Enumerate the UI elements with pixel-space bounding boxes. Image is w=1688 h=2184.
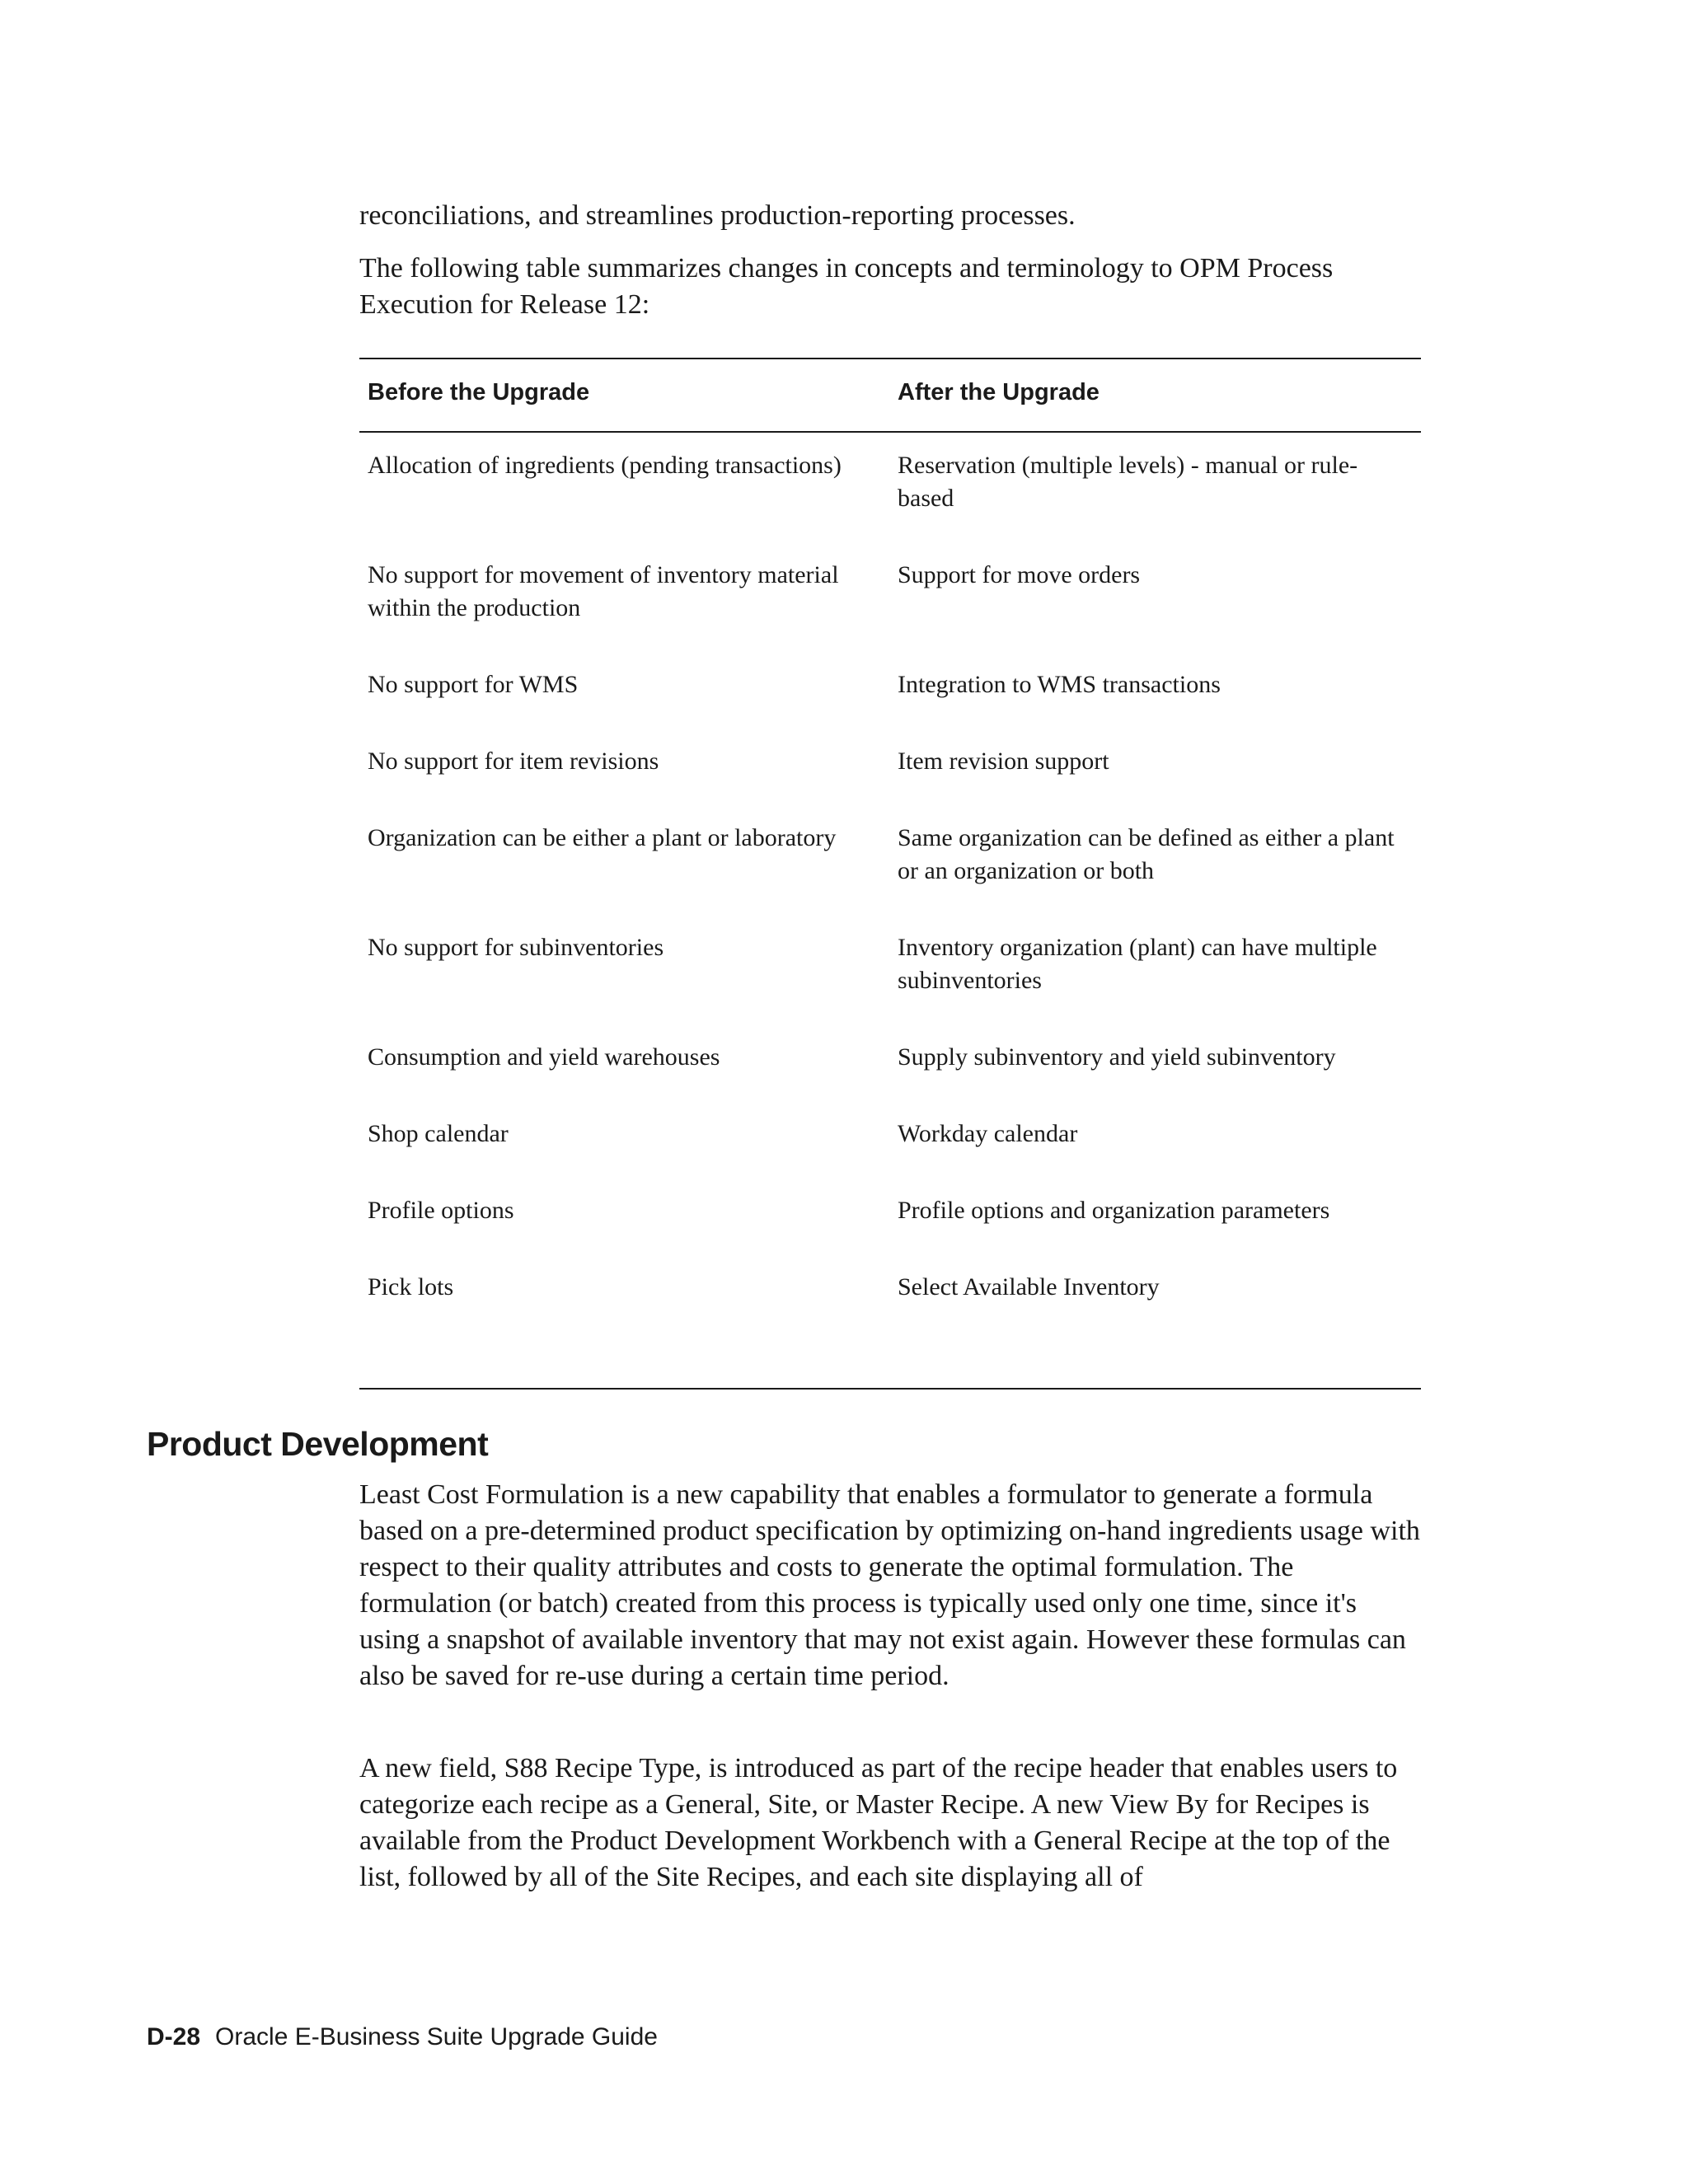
table-row <box>359 931 1421 1041</box>
section-heading: Product Development <box>147 1425 489 1463</box>
intro-paragraph-2: The following table summarizes changes in concepts and terminology to OPM Process Execution for Release 12: <box>359 253 1334 320</box>
footer-title: Oracle E-Business Suite Upgrade Guide <box>215 2023 658 2050</box>
cell-after: Supply subinventory and yield subinventory <box>898 1043 1336 1071</box>
cell-before: No support for item revisions <box>368 748 659 775</box>
cell-after: Support for move orders <box>898 561 1141 588</box>
footer-page-number: D-28 <box>147 2023 201 2050</box>
cell-after: Inventory organization (plant) can have multiple subinventories <box>898 934 1377 994</box>
cell-before: Organization can be either a plant or laboratory <box>368 824 837 851</box>
cell-after: Same organization can be defined as either a plant or an organization or both <box>898 824 1395 884</box>
cell-after: Integration to WMS transactions <box>898 671 1221 698</box>
table-row <box>359 822 1421 931</box>
header-after: After the Upgrade <box>889 359 1421 432</box>
cell-before: No support for subinventories <box>368 934 664 961</box>
table-header-row <box>359 359 1421 432</box>
table-row <box>359 1271 1421 1389</box>
table-row <box>359 1041 1421 1118</box>
upgrade-changes-table <box>359 358 1421 1390</box>
table-row <box>359 1194 1421 1271</box>
page-footer <box>147 2021 658 2054</box>
cell-before: Shop calendar <box>368 1120 509 1147</box>
cell-before: No support for WMS <box>368 671 579 698</box>
cell-after: Item revision support <box>898 748 1109 775</box>
cell-after: Reservation (multiple levels) - manual or rule-based <box>898 452 1358 512</box>
table-row <box>359 559 1421 668</box>
cell-before: No support for movement of inventory material within the production <box>368 561 839 621</box>
cell-after: Profile options and organization parameters <box>898 1197 1330 1224</box>
cell-before: Allocation of ingredients (pending transactions) <box>368 452 842 479</box>
section-paragraph-2: A new field, S88 Recipe Type, is introduced as part of the recipe header that enables users to categorize each recipe as a General, Site, or Master Recipe. A new View By for Recipes is available from the Product Development Workbench with a General Recipe at the top of the list, followed by all of the Site Recipes, and each site displaying all of <box>359 1753 1398 1892</box>
table-row <box>359 668 1421 745</box>
cell-after: Workday calendar <box>898 1120 1078 1147</box>
table-row <box>359 432 1421 559</box>
cell-before: Profile options <box>368 1197 514 1224</box>
table-row <box>359 1118 1421 1194</box>
header-before: Before the Upgrade <box>359 359 889 432</box>
table-row <box>359 745 1421 822</box>
cell-before: Pick lots <box>368 1273 454 1301</box>
intro-paragraph-1: reconciliations, and streamlines production-reporting processes. <box>359 200 1076 231</box>
cell-after: Select Available Inventory <box>898 1273 1160 1301</box>
section-paragraph-1: Least Cost Formulation is a new capability that enables a formulator to generate a formula based on a pre-determined product specification by optimizing on-hand ingredients usage with respect to their quality attributes and costs to generate the optimal formulation. The formulation (or batch) created from this process is typically used only one time, since it's using a snapshot of available inventory that may not exist again. However these formulas can also be saved for re-use during a certain time period. <box>359 1479 1420 1691</box>
cell-before: Consumption and yield warehouses <box>368 1043 720 1071</box>
